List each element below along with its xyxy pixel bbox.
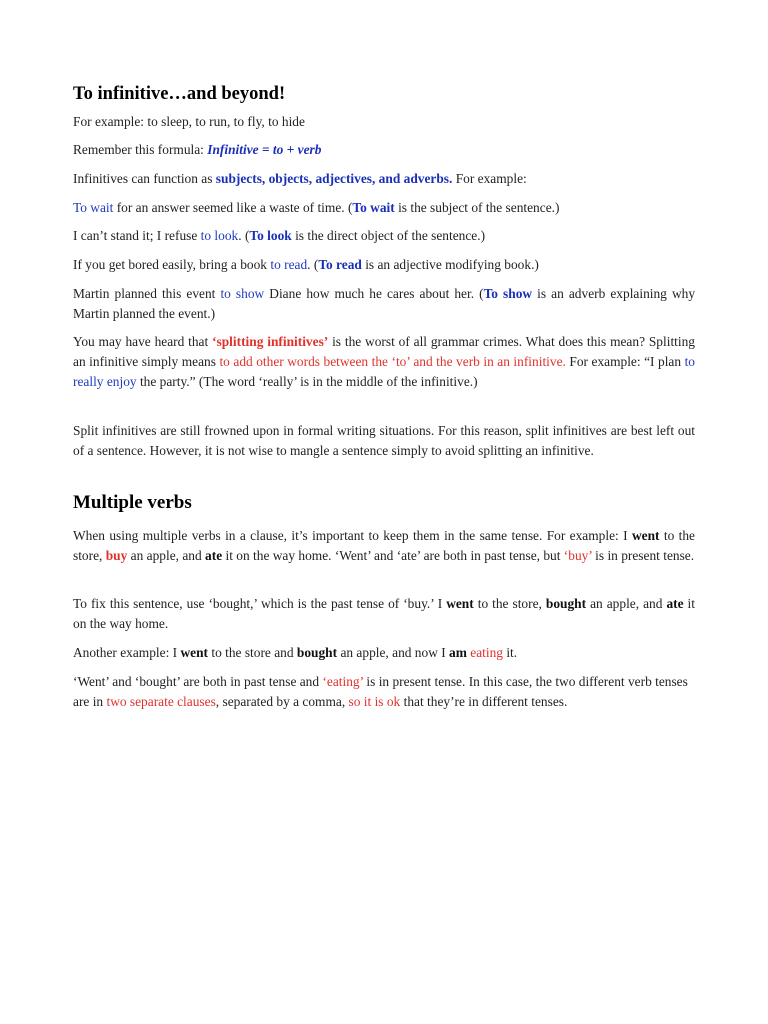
paragraph-functions: Infinitives can function as subjects, objects, adjectives, and adverbs. For example:: [73, 171, 527, 186]
paragraph-fix-sentence: To fix this sentence, use ‘bought,’ which is the past tense of ‘buy.’ I went to the store, bought an apple, and ate it on the way home.: [73, 596, 695, 632]
functions-list: subjects, objects, adjectives, and adverbs.: [215, 171, 453, 186]
paragraph-formula: Remember this formula: Infinitive = to + verb: [73, 142, 322, 157]
paragraph-adjective-example: If you get bored easily, bring a book to read. (To read is an adjective modifying book.): [73, 257, 539, 272]
heading-to-infinitive: To infinitive…and beyond!: [73, 84, 286, 104]
paragraph-examples: For example: to sleep, to run, to fly, to hide: [73, 114, 305, 129]
formula-text: Infinitive = to + verb: [207, 142, 322, 157]
paragraph-another-example: Another example: I went to the store and bought an apple, and now I am eating it.: [73, 645, 518, 660]
paragraph-splitting: You may have heard that ‘splitting infinitives’ is the worst of all grammar crimes. What does this mean? Splitting an infinitive simply means to add other words between the ‘to’ and the verb in an infinitive. For example: “I plan to really enjoy the party.” (The word ‘really’ is in the middle of the infinitive.): [73, 334, 695, 390]
heading-multiple-verbs: Multiple verbs: [73, 492, 192, 513]
paragraph-adverb-example: Martin planned this event to show Diane how much he cares about her. (To show is an adverb explaining why Martin planned the event.): [73, 286, 696, 322]
paragraph-subject-example: To wait for an answer seemed like a waste of time. (To wait is the subject of the sentence.): [73, 200, 560, 215]
paragraph-object-example: I can’t stand it; I refuse to look. (To look is the direct object of the sentence.): [73, 228, 486, 243]
paragraph-split-frowned: Split infinitives are still frowned upon in formal writing situations. For this reason, split infinitives are best left out of a sentence. However, it is not wise to mangle a sentence simply to avoid splitting an infinitive.: [73, 423, 695, 459]
paragraph-separate-clauses: ‘Went’ and ‘bought’ are both in past tense and ‘eating’ is in present tense. In this case, the two different verb tenses are in two separate clauses, separated by a comma, so it is ok that they’re in different tenses.: [73, 674, 688, 710]
paragraph-multiple-verbs: When using multiple verbs in a clause, it’s important to keep them in the same tense. For example: I went to the store, buy an apple, and ate it on the way home. ‘Went’ and ‘ate’ are both in past tense, but ‘buy’ is in present tense.: [73, 528, 695, 564]
